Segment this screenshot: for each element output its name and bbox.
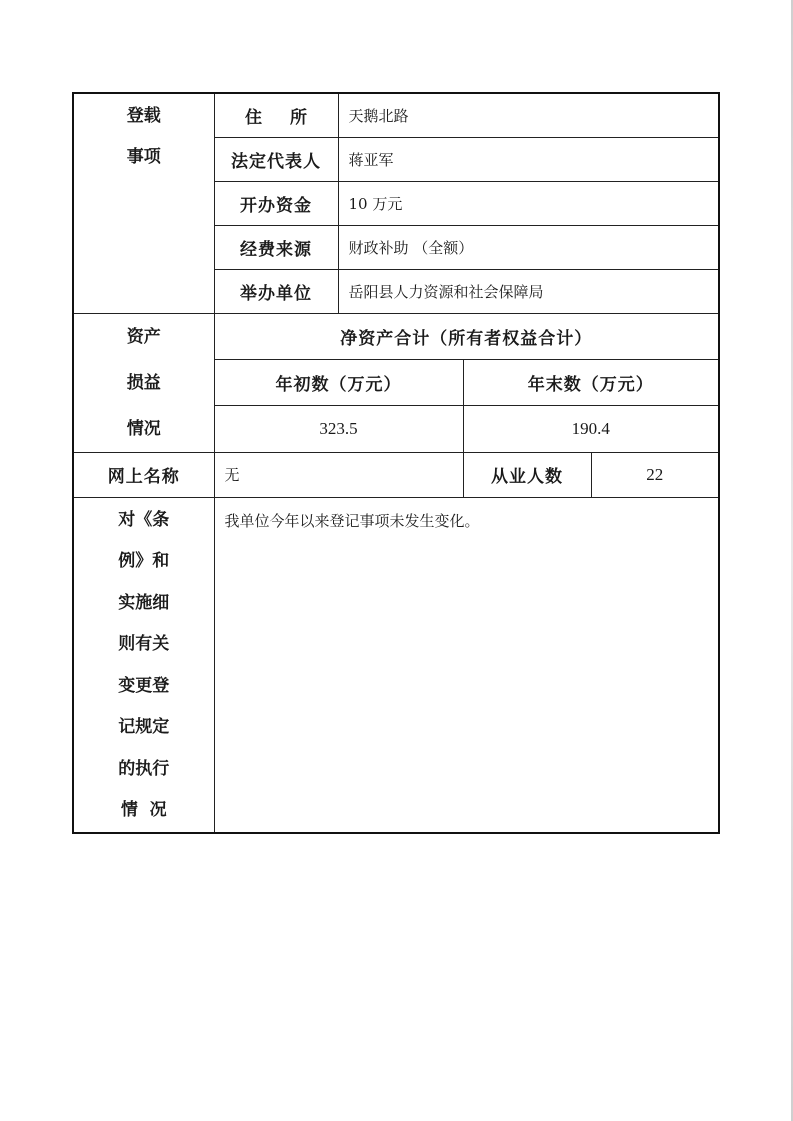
sponsor-value: 岳阳县人力资源和社会保障局	[338, 269, 719, 313]
funding-value: 财政补助 （全额）	[338, 225, 719, 269]
row-online	[73, 452, 719, 497]
row-assets-header	[73, 313, 719, 359]
registration-label-line-1: 登载	[126, 106, 161, 126]
section-compliance-label	[73, 497, 214, 833]
section-registration-label	[73, 93, 214, 313]
row-compliance	[73, 497, 719, 833]
registration-form-table	[72, 92, 720, 834]
compliance-label-line-1: 对《条	[118, 509, 170, 530]
compliance-label-line-8: 情 况	[120, 800, 167, 820]
online-name-value: 无	[214, 452, 463, 497]
year-end-header: 年末数（万元）	[463, 359, 719, 405]
compliance-label-line-3: 实施细	[118, 592, 170, 613]
online-name-label: 网上名称	[73, 452, 214, 497]
registration-label-line-2: 事项	[126, 147, 161, 167]
compliance-label-line-6: 记规定	[118, 717, 170, 737]
address-value: 天鹅北路	[338, 93, 719, 137]
compliance-label-line-2: 例》和	[118, 551, 170, 571]
year-end-value: 190.4	[463, 406, 719, 452]
staff-count-value: 22	[591, 452, 719, 497]
net-assets-header: 净资产合计（所有者权益合计）	[214, 313, 719, 359]
row-address	[73, 93, 719, 137]
legal-rep-label: 法定代表人	[214, 137, 338, 181]
year-start-value: 323.5	[214, 406, 463, 452]
compliance-label-line-4: 则有关	[118, 634, 170, 654]
sponsor-label: 举办单位	[214, 269, 338, 313]
address-label: 住所	[214, 93, 338, 137]
legal-rep-value: 蒋亚军	[338, 137, 719, 181]
compliance-label-line-5: 变更登	[118, 675, 170, 696]
section-assets-label	[73, 313, 214, 452]
year-start-header: 年初数（万元）	[214, 359, 463, 405]
staff-count-label: 从业人数	[463, 452, 591, 497]
assets-label-line-2: 损益	[126, 372, 161, 393]
capital-value: 10 万元	[338, 181, 719, 225]
capital-label: 开办资金	[214, 181, 338, 225]
compliance-text: 我单位今年以来登记事项未发生变化。	[214, 497, 719, 833]
funding-label: 经费来源	[214, 225, 338, 269]
assets-label-line-1: 资产	[126, 326, 161, 347]
compliance-label-line-7: 的执行	[118, 758, 170, 779]
assets-label-line-3: 情况	[126, 418, 161, 439]
